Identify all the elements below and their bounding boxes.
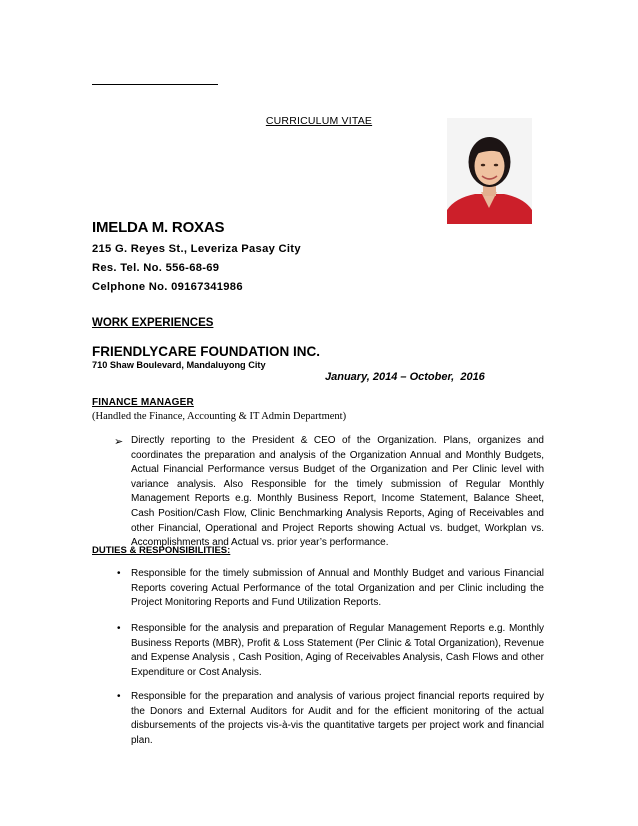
work-experiences-heading: WORK EXPERIENCES: [92, 317, 214, 329]
employment-dates: January, 2014 – October, 2016: [325, 371, 485, 383]
position-note: (Handled the Finance, Accounting & IT Admin Department): [92, 411, 347, 422]
company-name: FRIENDLYCARE FOUNDATION INC.: [92, 344, 321, 359]
profile-photo: [447, 118, 532, 224]
bullet-icon: •: [117, 623, 121, 634]
cellphone-number: Celphone No. 09167341986: [92, 281, 243, 293]
arrow-bullet-icon: ➢: [114, 436, 124, 448]
duty-item: Responsible for the preparation and analysis of various project financial reports required by the Donors and External Auditors for Audit and for the efficient monitoring of the actual disbursements of the projects vis-à-vis the quantitative targets per project work and financial plan.: [131, 691, 544, 746]
header-rule: [92, 84, 218, 85]
company-address: 710 Shaw Boulevard, Mandaluyong City: [92, 360, 266, 370]
role-summary: Directly reporting to the President & CEO of the Organization. Plans, organizes and coordinates the preparation and analysis of the Organization Annual and Monthly Budgets, Actual Financial Performance versus Budget of the Organization and Per Clinic level with variance analysis. Also Responsible for the timely submission of Regular Monthly Management Reports e.g. Monthly Business Report, Income Statement, Balance Sheet, Cash Position/Cash Flow, Clinic Benchmarking Analysis Reports, Aging of Receivables and other Financial, Operational and Project Reports showing Actual vs. budget, Workplan vs. Accomplishments and Actual vs. prior year’s performance.: [131, 435, 544, 549]
duty-item: Responsible for the timely submission of Annual and Monthly Budget and various Financial Reports covering Actual Performance of the total Organization and per Clinic including the Project Monitoring Reports and Fund Utilization Reports.: [131, 568, 544, 609]
position-title: FINANCE MANAGER: [92, 397, 194, 408]
person-name: IMELDA M. ROXAS: [92, 219, 225, 236]
home-address: 215 G. Reyes St., Leveriza Pasay City: [92, 243, 301, 255]
residence-telephone: Res. Tel. No. 556-68-69: [92, 262, 220, 274]
duties-heading: DUTIES & RESPONSIBILITIES:: [92, 545, 231, 556]
bullet-icon: •: [117, 691, 121, 702]
duty-item: Responsible for the analysis and preparation of Regular Management Reports e.g. Monthly Business Reports (MBR), Profit & Loss Statement (Per Clinic & Total Organization), Revenue and Expense Analysis , Cash Position, Aging of Receivables Analysis, Cash Flows and other Expenditure or Cost Analysis.: [131, 623, 544, 678]
bullet-icon: •: [117, 568, 121, 579]
document-title: CURRICULUM VITAE: [265, 115, 373, 127]
